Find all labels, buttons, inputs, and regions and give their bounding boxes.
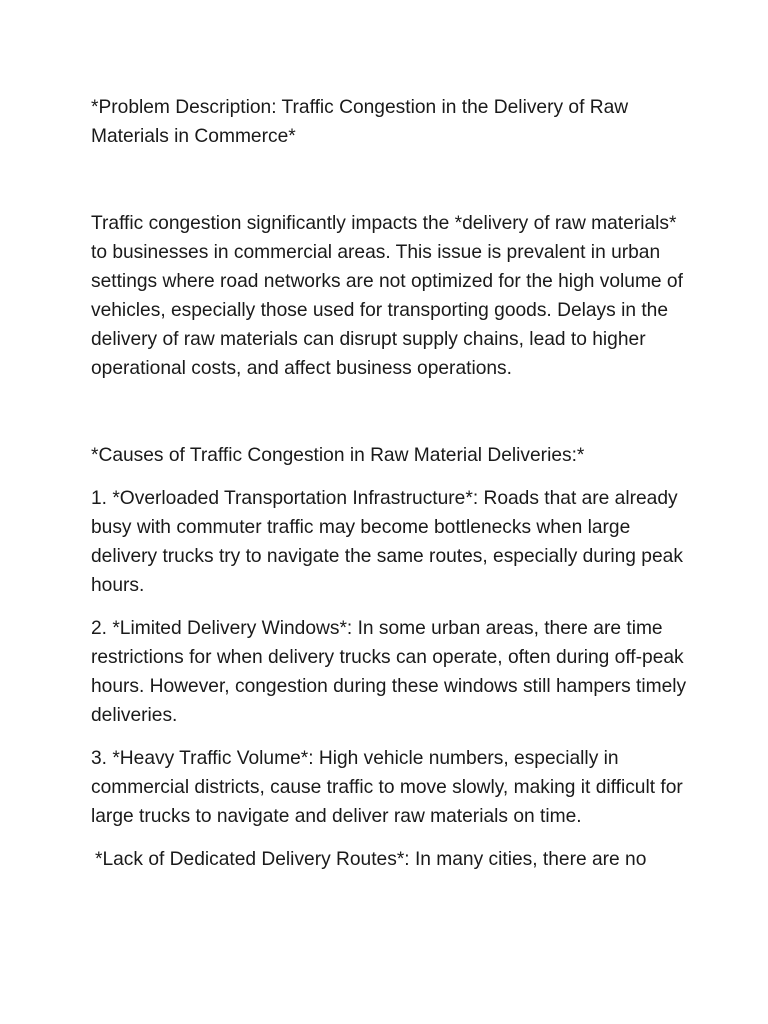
cause-item-3: 3. *Heavy Traffic Volume*: High vehicle numbers, especially in commercial districts, cause traffic to move slowly, making it difficult for large trucks to navigate and deliver raw materials on time. (91, 748, 683, 827)
cause-item-4: *Lack of Dedicated Delivery Routes*: In many cities, there are no (95, 849, 647, 870)
causes-heading: *Causes of Traffic Congestion in Raw Material Deliveries:* (91, 445, 585, 466)
cause-item-1: 1. *Overloaded Transportation Infrastructure*: Roads that are already busy with commuter traffic may become bottlenecks when large delivery trucks try to navigate the same routes, especially during peak hours. (91, 488, 683, 596)
cause-item-2: 2. *Limited Delivery Windows*: In some urban areas, there are time restrictions for when delivery trucks can operate, often during off-peak hours. However, congestion during these windows still hampers timely deliveries. (91, 618, 687, 726)
intro-paragraph: Traffic congestion significantly impacts the *delivery of raw materials* to businesses in commercial areas. This issue is prevalent in urban settings where road networks are not optimized for the high volume of vehicles, especially those used for transporting goods. Delays in the delivery of raw materials can disrupt supply chains, lead to higher operational costs, and affect business operations. (91, 213, 683, 379)
document-title: *Problem Description: Traffic Congestion in the Delivery of Raw Materials in Commerce* (91, 97, 629, 147)
document-body (91, 93, 691, 888)
